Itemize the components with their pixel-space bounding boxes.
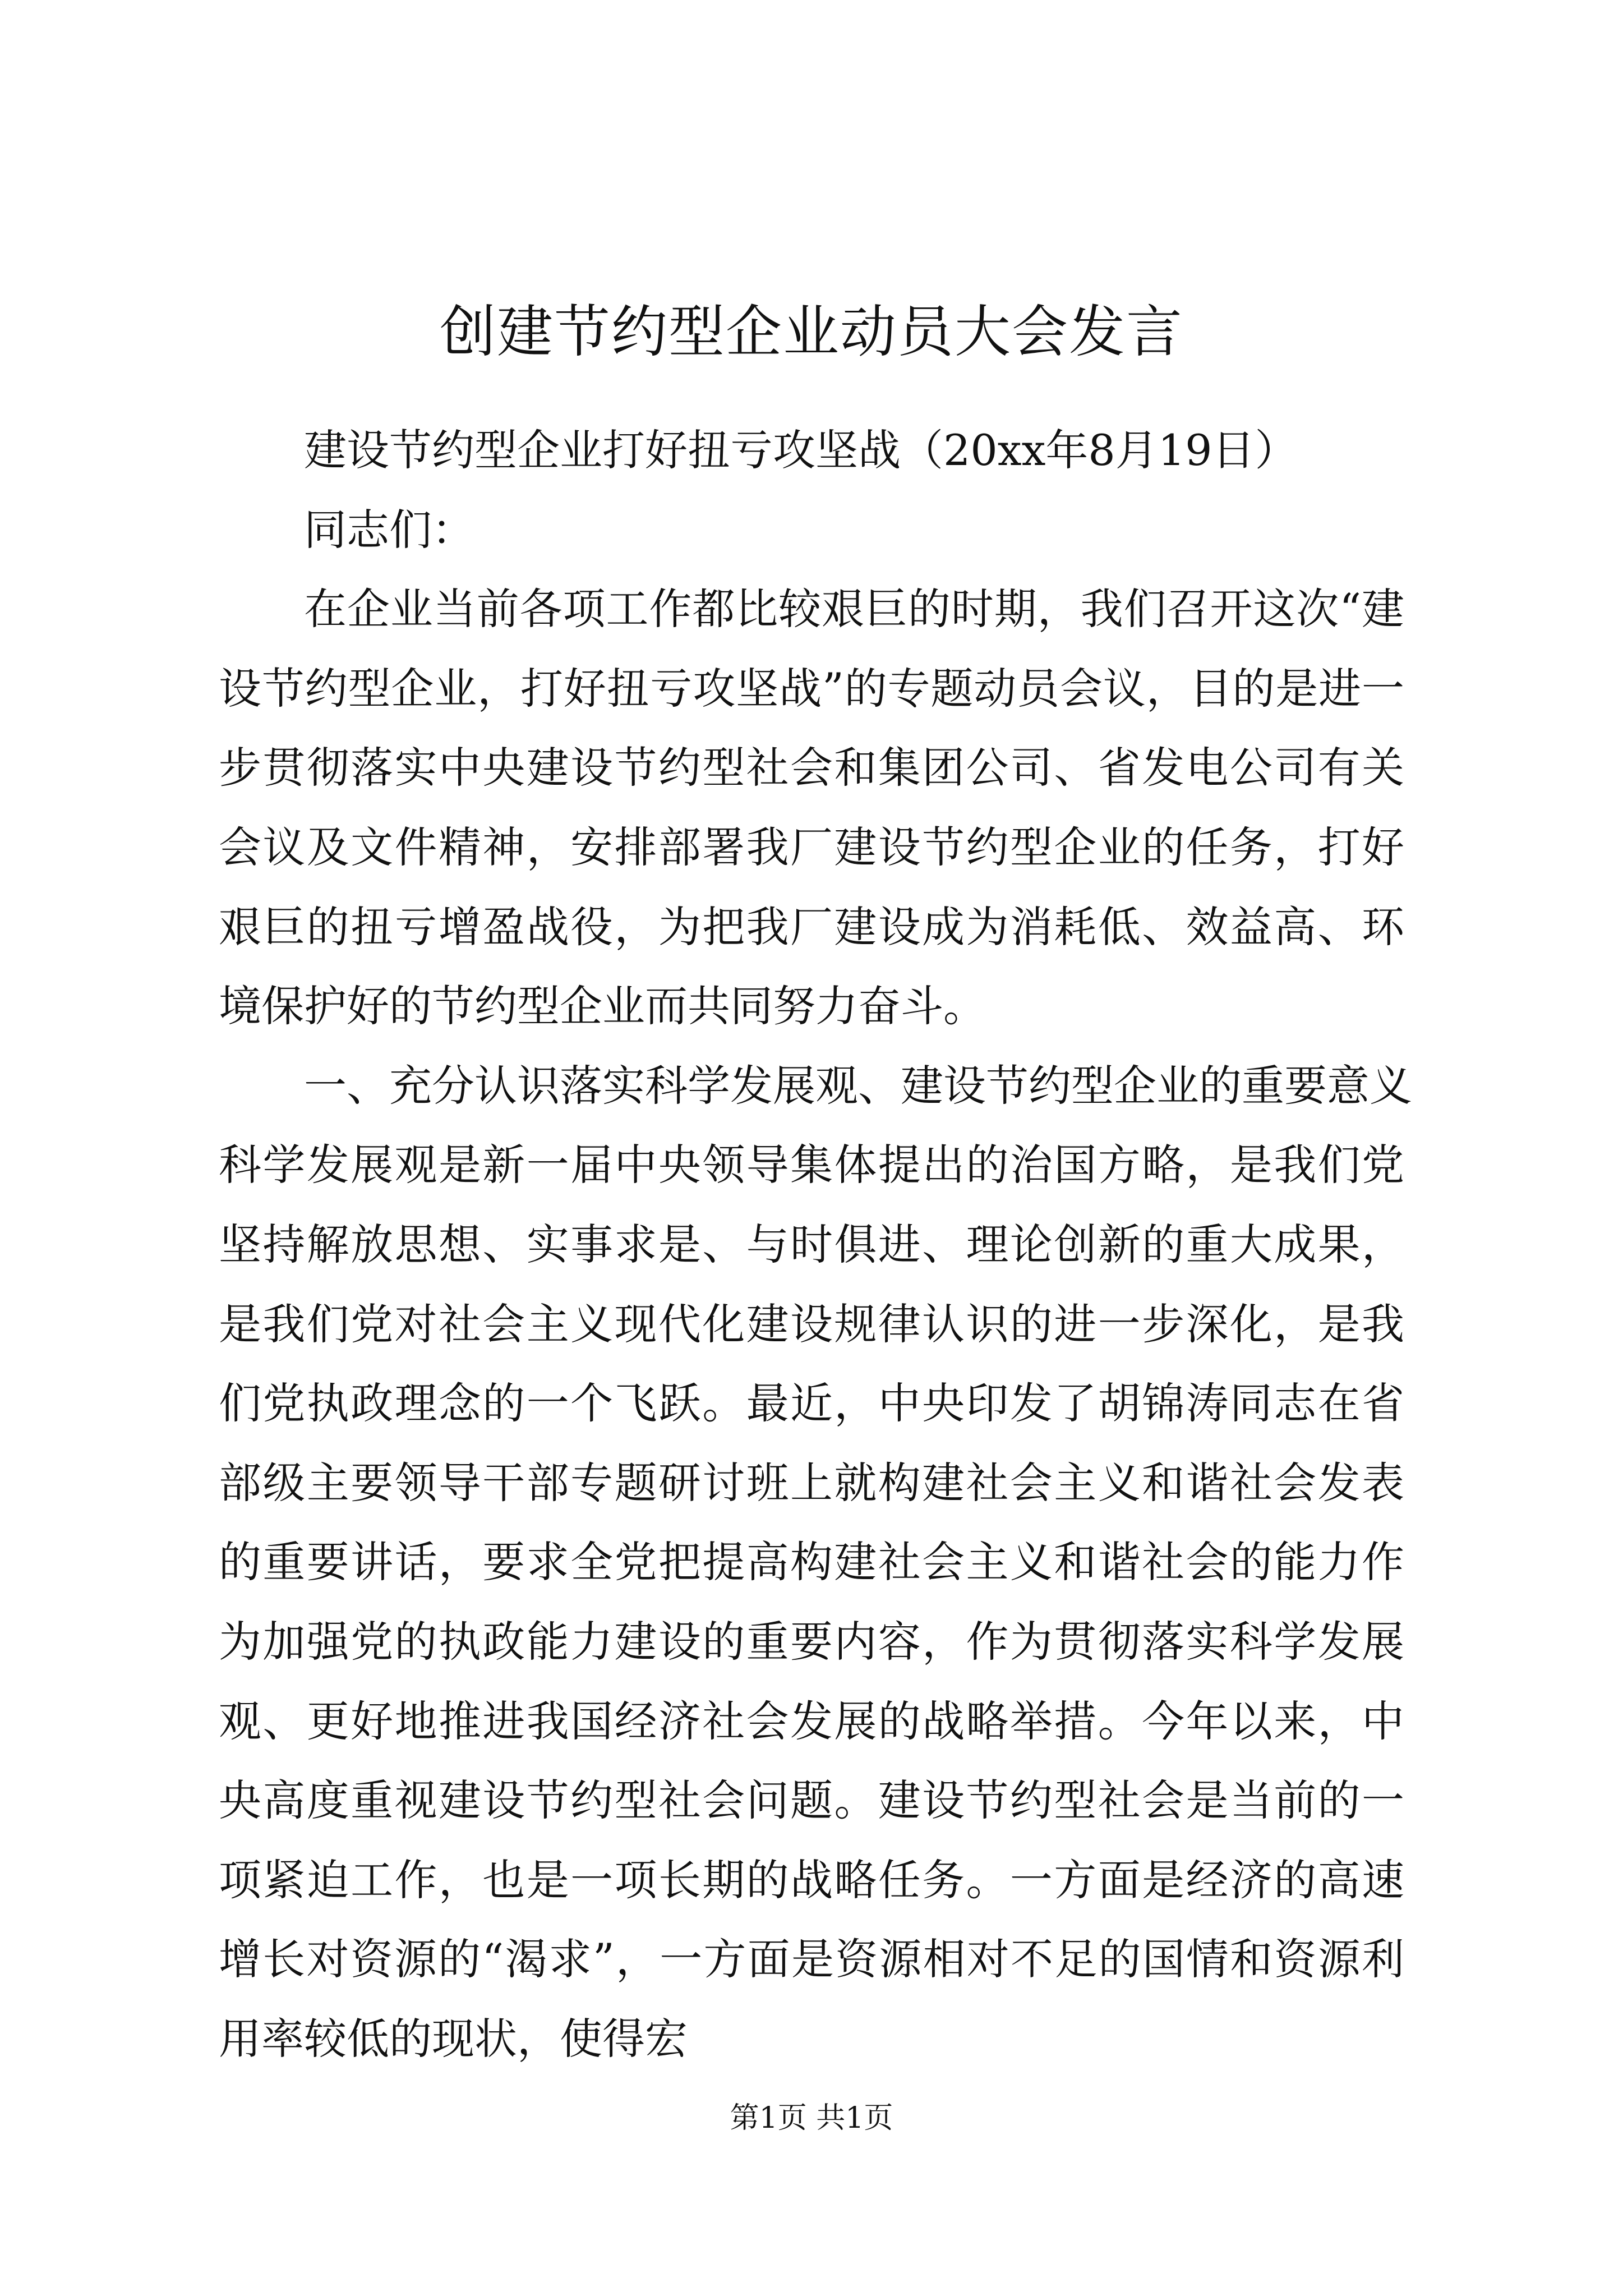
page-footer: 第1页 共1页 <box>730 2101 893 2135</box>
document-title: 创建节约型企业动员大会发言 <box>440 299 1183 365</box>
subtitle-paragraph: 建设节约型企业打好扭亏攻坚战（20xx年8月19日） <box>304 425 1298 475</box>
section-body-paragraph: 科学发展观是新一届中央领导集体提出的治国方略，是我们党坚持解放思想、实事求是、与时俱进、理论创新的重大成果，是我们党对社会主义现代化建设规律认识的进一步深化，是我们党执政理念的一个飞跃。最近，中央印发了胡锦涛同志在省部级主要领导干部专题研讨班上就构建社会主义和谐社会发表的重要讲话，要求全党把提高构建社会主义和谐社会的能力作为加强党的执政能力建设的重要内容，作为贯彻落实科学发展观、更好地推进我国经济社会发展的战略举措。今年以来，中央高度重视建设节约型社会问题。建设节约型社会是当前的一项紧迫工作，也是一项长期的战略任务。一方面是经济的高速增长对资源的“渴求”，一方面是资源相对不足的国情和资源利用率较低的现状，使得宏 <box>219 1140 1404 2064</box>
section-heading: 一、充分认识落实科学发展观、建设节约型企业的重要意义 <box>304 1060 1412 1111</box>
intro-paragraph: 在企业当前各项工作都比较艰巨的时期，我们召开这次“建设节约型企业，打好扭亏攻坚战”的专题动员会议，目的是进一步贯彻落实中央建设节约型社会和集团公司、省发电公司有关会议及文件精神，安排部署我厂建设节约型企业的任务，打好艰巨的扭亏增盈战役，为把我厂建设成为消耗低、效益高、环境保护好的节约型企业而共同努力奋斗。 <box>219 584 1404 1032</box>
document-body <box>219 411 1412 2078</box>
salutation-paragraph: 同志们： <box>304 504 474 555</box>
